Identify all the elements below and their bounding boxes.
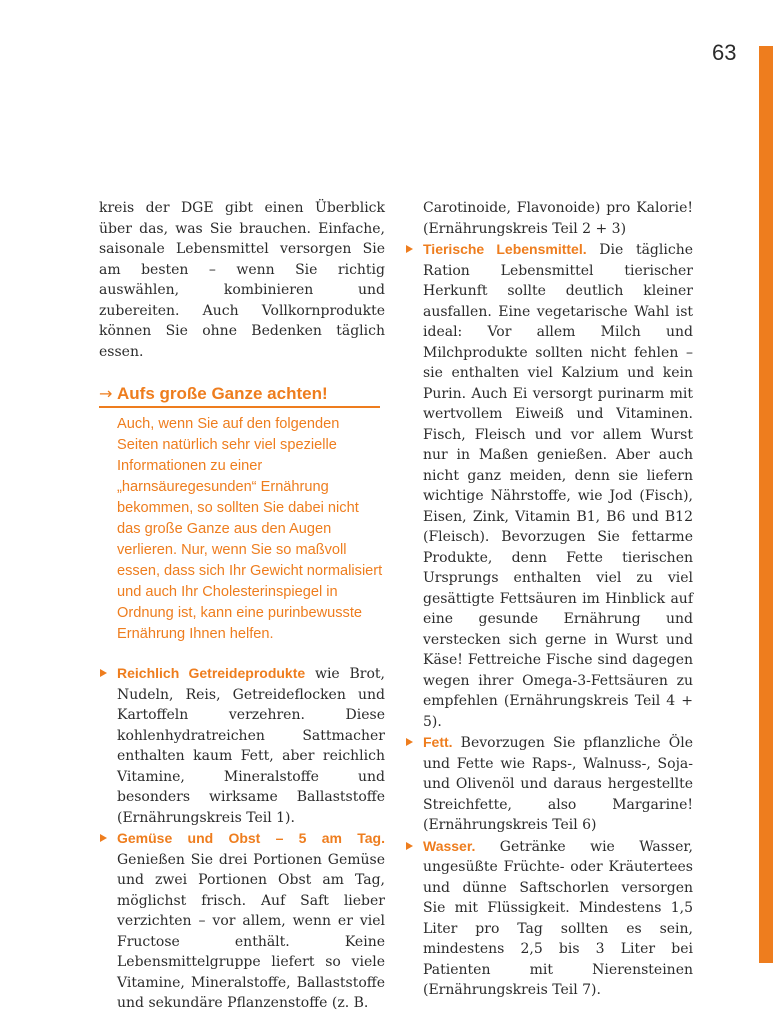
item-title: Wasser. bbox=[423, 837, 476, 854]
item-title: Gemüse und Obst – 5 am Tag. bbox=[117, 830, 385, 846]
tip-text: Auch, wenn Sie auf den folgenden Seiten natürlich sehr viel spezielle Informationen zu einer „harnsäuregesunden“ Ernährung bekommen, so sollten Sie dabei nicht das große Ganze aus den Augen verlieren. Nur, wenn Sie so maßvoll essen, dass sich Ihr Gewicht normalisiert und auch Ihr Cholesterinspiegel in Ordnung ist, kann eine purinbewusste Ernährung Ihnen helfen. bbox=[117, 416, 383, 642]
item-title: Reichlich Getreideprodukte bbox=[117, 665, 306, 681]
tip-title: Aufs große Ganze achten! bbox=[117, 384, 328, 403]
triangle-bullet-icon bbox=[406, 842, 413, 850]
triangle-bullet-icon bbox=[406, 738, 413, 746]
orange-edge-bar bbox=[759, 46, 773, 963]
item-text: Bevorzugen Sie pflanzliche Öle und Fette wie Raps-, Walnuss-, Soja- und Olivenöl und daraus hergestellte Streichfette, also Margarine! (Ernährungskreis Teil 6) bbox=[423, 735, 693, 833]
item-text: Getränke wie Wasser, ungesüßte Früchte- oder Kräutertees und dünne Saftschorlen versorgen Sie mit Flüssigkeit. Mindestens 1,5 Liter pro Tag sollten es sein, mindestens 2,5 bis 3 Liter bei Patienten mit Nierensteinen (Ernährungskreis Teil 7). bbox=[423, 838, 693, 998]
triangle-bullet-icon bbox=[100, 669, 107, 677]
item-text: Die tägliche Ration Lebensmittel tierischer Herkunft sollte deutlich kleiner ausfallen. Eine vegetarische Wahl ist ideal: Vor allem Milch und Milchprodukte sollten nicht fehlen – sie enthalten viel Kalzium und kein Purin. Auch Ei versorgt purinarm mit wertvollem Eiweiß und Vitaminen. Fisch, Fleisch und vor allem Wurst nur in Maßen genießen. Aber auch nicht ganz meiden, denn sie liefern wichtige Nährstoffe, wie Jod (Fisch), Eisen, Zink, Vitamin B1, B6 und B12 (Fleisch). Bevorzugen Sie fettarme Produkte, denn Fette tierischen Ursprungs enthalten viel zu viel gesättigte Fettsäuren im Hinblick auf eine gesunde Ernährung und verstecken sich gerne in Wurst und Käse! Fettreiche Fische sind dagegen wegen ihrer Omega-3-Fettsäuren zu empfehlen (Ernährungskreis Teil 4 + 5). bbox=[423, 242, 693, 730]
tip-heading bbox=[99, 384, 380, 408]
tip-box bbox=[99, 384, 385, 645]
item-title: Tierische Lebensmittel. bbox=[423, 241, 587, 257]
arrow-right-icon: → bbox=[99, 384, 113, 403]
item-title: Fett. bbox=[423, 734, 453, 750]
triangle-bullet-icon bbox=[406, 245, 413, 253]
page-number: 63 bbox=[712, 40, 737, 65]
left-column bbox=[99, 198, 385, 1014]
continuation-text: Carotinoide, Flavonoide) pro Kalorie! (Ernährungskreis Teil 2 + 3) bbox=[423, 200, 693, 237]
item-text: Genießen Sie drei Portionen Gemüse und zwei Portionen Obst am Tag, möglichst frisch. Auf Saft lieber verzichten – vor allem, wenn er viel Fructose enthält. Keine Lebensmittelgruppe liefert so viele Vitamine, Mineralstoffe, Ballaststoffe und sekundäre Pflanzenstoffe (z. B. bbox=[117, 851, 385, 1011]
list-item bbox=[99, 663, 385, 828]
item-text: wie Brot, Nudeln, Reis, Getreideflocken und Kartoffeln verzehren. Diese kohlenhydratreichen Sattmacher enthalten kaum Fett, aber reichlich Vitamine, Mineralstoffe und besonders wirksame Ballaststoffe (Ernährungskreis Teil 1). bbox=[117, 666, 385, 826]
right-column bbox=[405, 198, 693, 1001]
triangle-bullet-icon bbox=[100, 834, 107, 842]
intro-paragraph: kreis der DGE gibt einen Überblick über das, was Sie brauchen. Einfache, saisonale Lebensmittel versorgen Sie am besten – wenn Sie richtig auswählen, kombinieren und zubereiten. Auch Vollkornprodukte können Sie ohne Bedenken täglich essen. bbox=[99, 200, 385, 360]
list-item bbox=[99, 828, 385, 1014]
list-item bbox=[405, 239, 693, 732]
list-item bbox=[405, 836, 693, 1001]
list-item bbox=[405, 732, 693, 836]
